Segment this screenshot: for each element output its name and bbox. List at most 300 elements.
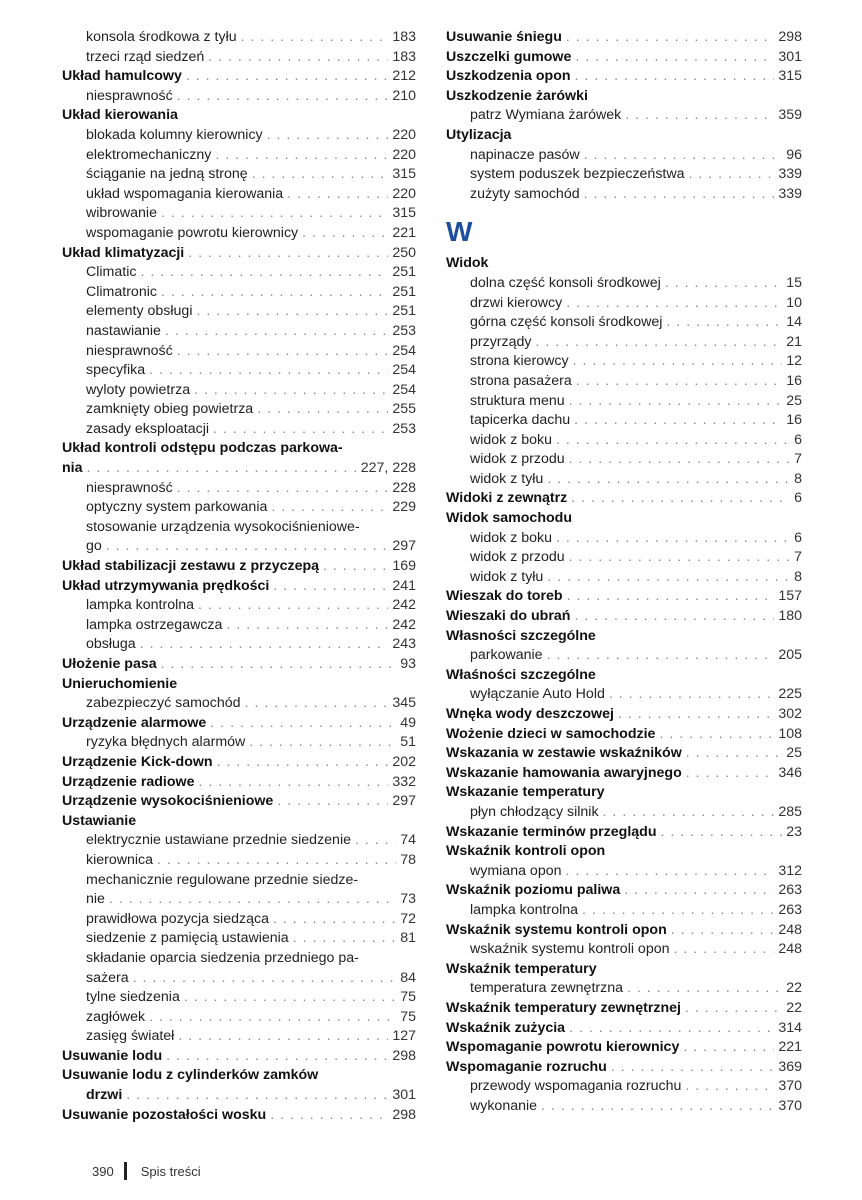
entry-label: płyn chłodzący silnik [470,803,599,820]
leader-dots [302,224,388,244]
entry-label: widok z przodu [470,549,565,566]
entry-label: strona pasażera [470,372,572,389]
entry-label: dolna część konsoli środkowej [470,274,661,291]
leader-dots [685,1077,774,1097]
entry-page-number: 242 [392,597,416,614]
index-entry [62,1106,416,1126]
index-heading [62,439,416,459]
leader-dots [683,1038,774,1058]
entry-label: Układ klimatyzacji [62,244,185,261]
entry-page-number: 298 [778,29,802,45]
leader-dots [213,420,388,440]
entry-page-number: 339 [778,185,802,202]
index-entry [62,28,416,48]
index-heading [62,106,416,126]
index-entry [446,185,802,205]
leader-dots [541,1097,774,1117]
leader-dots [287,185,388,205]
entry-label: kierownica [86,851,154,868]
entry-label: składanie oparcia siedzenia przedniego pa- [86,949,359,966]
index-entry [446,470,802,490]
entry-label: temperatura zewnętrzna [470,980,623,997]
leader-dots [536,333,783,353]
entry-label: Wspomaganie powrotu kierownicy [446,1039,680,1056]
entry-page-number: 93 [400,656,416,672]
entry-page-number: 25 [786,745,802,762]
leader-dots [569,450,790,470]
entry-page-number: 6 [794,490,802,507]
index-entry [62,714,416,734]
index-heading [446,254,802,274]
entry-page-number: 183 [392,48,416,65]
index-group-w [446,254,802,1116]
leader-dots [666,313,782,333]
leader-dots [226,616,388,636]
entry-page-number: 301 [392,1087,416,1104]
entry-page-number: 315 [392,205,416,222]
entry-label: zabezpieczyć samochód [86,695,241,712]
entry-page-number: 84 [400,969,416,986]
leader-dots [198,773,388,793]
index-entry [446,294,802,314]
leader-dots [567,587,775,607]
entry-page-number: 220 [392,146,416,163]
entry-label: lampka ostrzegawcza [86,616,223,633]
entry-label: struktura menu [470,392,565,409]
leader-dots [210,714,396,734]
index-entry [62,48,416,68]
index-entry [62,459,416,479]
entry-label: strona kierowcy [470,353,569,370]
entry-page-number: 263 [778,882,802,899]
index-entry [62,361,416,381]
entry-page-number: 370 [778,1097,802,1114]
entry-label: stosowanie urządzenia wysokociśnieniowe- [86,518,360,535]
entry-label: blokada kolumny kierownicy [86,126,263,143]
entry-label: nastawianie [86,322,161,339]
index-entry [446,744,802,764]
entry-page-number: 108 [778,725,802,742]
index-heading [446,842,802,862]
index-entry [62,1027,416,1047]
index-entry [446,165,802,185]
entry-page-number: 220 [392,185,416,202]
index-heading [446,960,802,980]
entry-label: specyfika [86,362,146,379]
entry-label: Wnęka wody deszczowej [446,706,614,722]
index-entry [62,204,416,224]
entry-page-number: 248 [778,941,802,958]
index-entry [62,244,416,264]
index-entry [446,999,802,1019]
index-entry [446,1019,802,1039]
entry-label: Układ hamulcowy [62,68,182,85]
leader-dots [109,890,396,910]
leader-dots [355,831,396,851]
entry-page-number: 370 [778,1078,802,1095]
index-entry [446,1077,802,1097]
entry-page-number: 180 [778,608,802,625]
entry-label: Climatronic [86,283,157,300]
leader-dots [624,881,774,901]
entry-page-number: 254 [392,381,416,398]
entry-label: wykonanie [470,1097,538,1114]
entry-label: niesprawność [86,87,173,104]
leader-dots [566,28,774,48]
entry-label: wibrowanie [86,205,157,222]
entry-label: Właśności szczególne [446,666,596,683]
entry-label: zasięg świateł [86,1028,175,1045]
entry-label: widok z przodu [470,451,565,468]
entry-page-number: 183 [392,29,416,45]
entry-label: zagłówek [86,1008,146,1025]
leader-dots [215,146,388,166]
leader-dots [198,596,388,616]
entry-page-number: 221 [778,1039,802,1056]
index-entry [446,431,802,451]
entry-label: wyloty powietrza [86,381,191,398]
entry-label: lampka kontrolna [470,901,579,918]
leader-dots [252,165,389,185]
entry-page-number: 228 [392,479,416,496]
leader-dots [625,106,774,126]
entry-label: niesprawność [86,342,173,359]
leader-dots [685,999,782,1019]
footer-divider [124,1162,127,1180]
entry-page-number: 10 [786,294,802,311]
entry-page-number: 78 [400,851,416,868]
page-number: 390 [92,1163,114,1179]
index-heading [62,812,416,832]
leader-dots [188,244,388,264]
index-entry [446,48,802,68]
entry-page-number: 251 [392,264,416,281]
entry-page-number: 15 [786,274,802,291]
index-entry [446,333,802,353]
entry-label: Usuwanie lodu [62,1047,163,1064]
entry-page-number: 250 [392,244,416,261]
entry-label: Usuwanie pozostałości wosku [62,1106,267,1123]
leader-dots [133,969,397,989]
leader-dots [603,803,775,823]
entry-page-number: 227, 228 [360,460,416,477]
entry-page-number: 74 [400,832,416,849]
leader-dots [249,733,396,753]
index-entry [62,655,416,675]
entry-page-number: 248 [778,921,802,938]
leader-dots [569,392,783,412]
index-entry [62,890,416,910]
leader-dots [241,28,389,48]
index-entry [446,881,802,901]
index-entry [446,392,802,412]
leader-dots [574,411,782,431]
entry-label: Układ stabilizacji zestawu z przyczepą [62,558,320,575]
entry-label: elektrycznie ustawiane przednie siedzenie [86,832,351,849]
entry-page-number: 169 [392,558,416,575]
leader-dots [609,685,774,705]
leader-dots [161,655,397,675]
leader-dots [627,979,782,999]
leader-dots [140,263,388,283]
entry-page-number: 16 [786,372,802,389]
entry-label: Unieruchomienie [62,675,178,692]
entry-page-number: 339 [778,166,802,183]
entry-page-number: 332 [392,773,416,790]
leader-dots [569,548,790,568]
entry-page-number: 6 [794,529,802,546]
entry-page-number: 73 [400,891,416,908]
entry-label: Uszkodzenia opon [446,68,571,85]
index-entry [62,949,416,969]
entry-page-number: 297 [392,793,416,810]
leader-dots [686,744,782,764]
index-entry [446,28,802,48]
index-entry [62,420,416,440]
index-entry [62,518,416,538]
leader-dots [87,459,357,479]
index-entry [62,851,416,871]
entry-page-number: 255 [392,401,416,418]
index-entry [446,548,802,568]
leader-dots [149,1008,396,1028]
index-entry [62,185,416,205]
entry-label: Urządzenie Kick-down [62,753,213,770]
entry-label: optyczny system parkowania [86,499,268,516]
leader-dots [166,1047,388,1067]
index-entry [62,322,416,342]
entry-label: Widok samochodu [446,510,572,527]
leader-dots [556,431,790,451]
index-entry [62,596,416,616]
index-entry [62,1086,416,1106]
index-heading [62,675,416,695]
leader-dots [196,302,388,322]
entry-label: Climatic [86,264,137,281]
entry-label: trzeci rząd siedzeń [86,48,205,65]
entry-label: Wskaźnik poziomu paliwa [446,882,621,899]
index-heading [446,87,802,107]
entry-page-number: 22 [786,999,802,1016]
entry-label: drzwi kierowcy [470,294,563,311]
entry-label: napinacze pasów [470,146,580,163]
entry-label: Wskaźnik temperatury [446,960,597,977]
index-heading [446,509,802,529]
entry-page-number: 202 [392,753,416,770]
leader-dots [177,87,389,107]
entry-label: niesprawność [86,479,173,496]
index-entry [446,489,802,509]
entry-label: przyrządy [470,333,532,350]
leader-dots [689,165,775,185]
index-entry [62,969,416,989]
index-entry [62,342,416,362]
entry-page-number: 12 [786,353,802,370]
leader-dots [574,607,774,627]
index-heading [62,1066,416,1086]
index-entry [62,1008,416,1028]
entry-page-number: 72 [400,910,416,927]
leader-dots [161,283,388,303]
entry-page-number: 23 [786,823,802,840]
leader-dots [270,1106,388,1126]
leader-dots [573,352,783,372]
entry-label: Wskaźnik temperatury zewnętrznej [446,999,681,1016]
entry-label: Urządzenie alarmowe [62,714,207,731]
leader-dots [547,568,790,588]
index-entry [446,901,802,921]
index-entry [446,921,802,941]
entry-label: tapicerka dachu [470,412,571,429]
entry-page-number: 346 [778,764,802,781]
leader-dots [178,1027,388,1047]
entry-label: Uszczelki gumowe [446,48,572,65]
leader-dots [293,929,397,949]
index-entry [446,274,802,294]
entry-label: wymiana opon [470,862,562,879]
leader-dots [106,537,389,557]
leader-dots [217,753,389,773]
index-entry [446,705,802,725]
entry-page-number: 8 [794,568,802,585]
entry-label: Wskaźnik systemu kontroli opon [446,921,667,938]
leader-dots [576,372,782,392]
entry-page-number: 302 [778,706,802,722]
entry-label: Usuwanie lodu z cylinderków zamków [62,1067,319,1084]
entry-label: konsola środkowa z tyłu [86,29,237,45]
footer-section-title: Spis treści [140,1163,201,1179]
entry-label: Wskaźnik kontroli opon [446,843,606,860]
entry-page-number: 16 [786,412,802,429]
index-entry [62,537,416,557]
entry-label: Wskaźnik zużycia [446,1019,566,1036]
index-entry [446,862,802,882]
index-entry [446,607,802,627]
entry-page-number: 297 [392,538,416,555]
index-entry [62,753,416,773]
leader-dots [271,498,388,518]
leader-dots [547,470,790,490]
entry-page-number: 221 [392,224,416,241]
entry-label: Wskazanie hamowania awaryjnego [446,764,682,781]
leader-dots [208,48,388,68]
entry-label: go [86,538,102,555]
entry-label: widok z boku [470,431,553,448]
index-entry [62,929,416,949]
entry-page-number: 210 [392,87,416,104]
entry-label: Widoki z zewnątrz [446,490,568,507]
entry-label: system poduszek bezpieczeństwa [470,166,685,183]
entry-label: Układ utrzymywania prędkości [62,577,270,594]
entry-label: Wskazania w zestawie wskaźników [446,745,682,762]
leader-dots [267,126,389,146]
entry-label: elektromechaniczny [86,146,212,163]
index-entry [446,106,802,126]
leader-dots [273,910,396,930]
entry-label: drzwi [86,1087,123,1104]
index-entry [446,587,802,607]
entry-label: ryzyka błędnych alarmów [86,734,246,751]
index-entry [446,450,802,470]
index-heading [446,627,802,647]
entry-label: Usuwanie śniegu [446,29,562,45]
index-entry [446,529,802,549]
index-entry [62,635,416,655]
leader-dots [126,1086,388,1106]
index-heading [446,126,802,146]
entry-page-number: 75 [400,989,416,1006]
index-entry [62,283,416,303]
index-entry [446,725,802,745]
index-entry [446,411,802,431]
index-entry [446,979,802,999]
leader-dots [575,67,775,87]
entry-label: układ wspomagania kierowania [86,185,284,202]
entry-label: widok z tyłu [470,568,544,585]
entry-page-number: 96 [786,146,802,163]
index-entry [62,87,416,107]
leader-dots [661,823,783,843]
entry-label: widok z boku [470,529,553,546]
leader-dots [618,705,774,725]
index-entry [62,302,416,322]
section-letter-heading: W [446,216,473,248]
entry-label: zamknięty obieg powietrza [86,401,254,418]
leader-dots [611,1058,775,1078]
entry-label: Wieszak do toreb [446,588,563,605]
leader-dots [184,988,396,1008]
leader-dots [177,342,389,362]
entry-page-number: 243 [392,636,416,653]
entry-page-number: 51 [400,734,416,751]
entry-page-number: 205 [778,647,802,664]
index-heading [446,666,802,686]
entry-label: przewody wspomagania rozruchu [470,1078,682,1095]
index-entry [446,685,802,705]
entry-page-number: 229 [392,499,416,516]
leader-dots [149,361,388,381]
entry-page-number: 241 [392,577,416,594]
entry-page-number: 25 [786,392,802,409]
entry-page-number: 254 [392,362,416,379]
index-entry [446,764,802,784]
index-entry [62,557,416,577]
entry-label: Wieszaki do ubrań [446,608,571,625]
entry-page-number: 21 [786,333,802,350]
leader-dots [686,764,775,784]
entry-page-number: 75 [400,1008,416,1025]
entry-label: Ustawianie [62,812,137,829]
index-entry [446,1058,802,1078]
entry-page-number: 6 [794,431,802,448]
entry-label: Wożenie dzieci w samochodzie [446,725,656,742]
index-entry [446,823,802,843]
leader-dots [547,646,775,666]
leader-dots [575,48,774,68]
entry-page-number: 127 [392,1028,416,1045]
entry-page-number: 14 [786,314,802,331]
entry-label: siedzenie z pamięcią ustawienia [86,930,289,947]
index-entry [446,146,802,166]
entry-page-number: 7 [794,451,802,468]
leader-dots [161,204,388,224]
entry-label: górna część konsoli środkowej [470,314,663,331]
leader-dots [245,694,389,714]
entry-page-number: 359 [778,107,802,124]
index-entry [62,831,416,851]
index-entry [62,910,416,930]
entry-label: ściąganie na jedną stronę [86,166,248,183]
